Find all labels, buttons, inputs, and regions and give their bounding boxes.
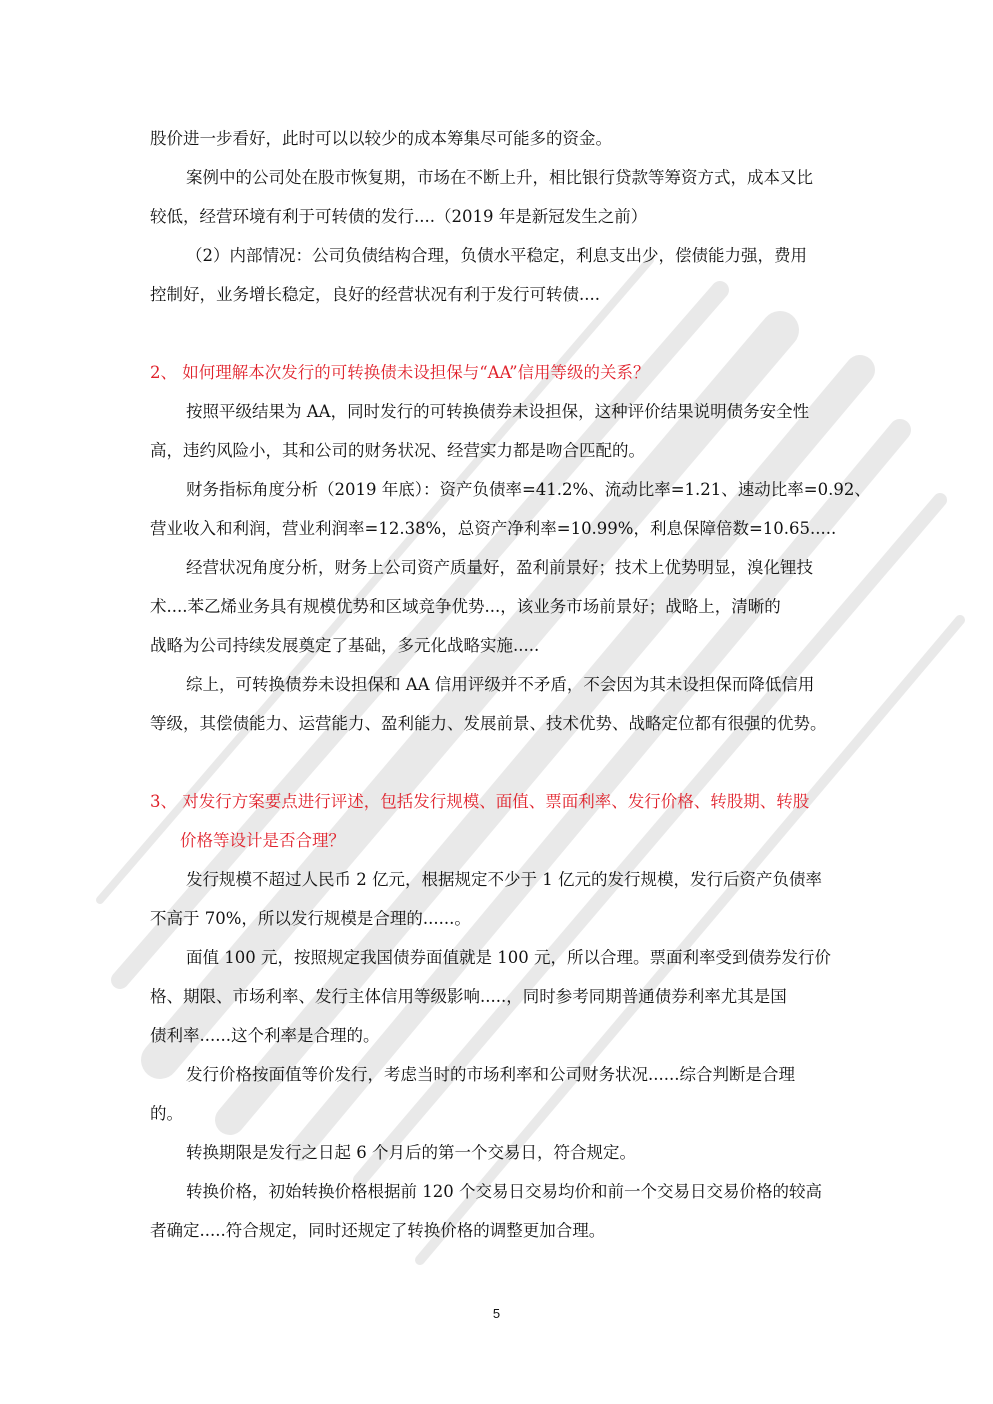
text-line: 术....苯乙烯业务具有规模优势和区域竞争优势...，该业务市场前景好；战略上，清晰的 (150, 597, 781, 616)
text-line: 债利率......这个利率是合理的。 (150, 1026, 380, 1045)
text-line: 按照平级结果为 AA，同时发行的可转换债券未设担保，这种评价结果说明债务安全性 (186, 402, 810, 421)
text-line: 转换价格，初始转换价格根据前 120 个交易日交易均价和前一个交易日交易价格的较高 (186, 1182, 822, 1201)
text-line: 不高于 70%，所以发行规模是合理的......。 (150, 909, 471, 928)
text-line: （2）内部情况：公司负债结构合理，负债水平稳定，利息支出少，偿债能力强，费用 (186, 246, 807, 265)
text-line: 经营状况角度分析，财务上公司资产质量好，盈利前景好；技术上优势明显，溴化锂技 (186, 558, 813, 577)
question-heading-3-continued: 价格等设计是否合理？ (180, 831, 345, 850)
question-heading-2: 2、 如何理解本次发行的可转换债未设担保与“AA”信用等级的关系？ (150, 363, 650, 382)
text-line: 战略为公司持续发展奠定了基础，多元化战略实施..... (150, 636, 540, 655)
text-line: 控制好，业务增长稳定，良好的经营状况有利于发行可转债.... (150, 285, 600, 304)
question-heading-3: 3、 对发行方案要点进行评述，包括发行规模、面值、票面利率、发行价格、转股期、转股 (150, 792, 810, 811)
text-line: 发行价格按面值等价发行，考虑当时的市场利率和公司财务状况......综合判断是合理 (186, 1065, 795, 1084)
text-line: 案例中的公司处在股市恢复期，市场在不断上升，相比银行贷款等筹资方式，成本又比 (186, 168, 813, 187)
text-line: 较低，经营环境有利于可转债的发行....（2019 年是新冠发生之前） (150, 207, 648, 226)
text-line: 面值 100 元，按照规定我国债券面值就是 100 元，所以合理。票面利率受到债券发行价 (186, 948, 831, 967)
text-line: 转换期限是发行之日起 6 个月后的第一个交易日，符合规定。 (186, 1143, 636, 1162)
text-line: 高，违约风险小，其和公司的财务状况、经营实力都是吻合匹配的。 (150, 441, 645, 460)
text-line: 的。 (150, 1104, 183, 1123)
text-line: 等级，其偿债能力、运营能力、盈利能力、发展前景、技术优势、战略定位都有很强的优势。 (150, 714, 827, 733)
page-number: 5 (492, 1306, 501, 1321)
text-line: 发行规模不超过人民币 2 亿元，根据规定不少于 1 亿元的发行规模，发行后资产负债率 (186, 870, 822, 889)
text-line: 股价进一步看好，此时可以以较少的成本筹集尽可能多的资金。 (150, 129, 612, 148)
text-line: 综上，可转换债券未设担保和 AA 信用评级并不矛盾，不会因为其未设担保而降低信用 (186, 675, 815, 694)
text-line: 营业收入和利润，营业利润率=12.38%，总资产净利率=10.99%，利息保障倍数=10.65..... (150, 519, 837, 538)
text-line: 者确定.....符合规定，同时还规定了转换价格的调整更加合理。 (150, 1221, 606, 1240)
text-line: 财务指标角度分析（2019 年底）：资产负债率=41.2%、流动比率=1.21、速动比率=0.92、 (186, 480, 871, 499)
text-line: 格、期限、市场利率、发行主体信用等级影响.....，同时参考同期普通债券利率尤其是国 (150, 987, 787, 1006)
